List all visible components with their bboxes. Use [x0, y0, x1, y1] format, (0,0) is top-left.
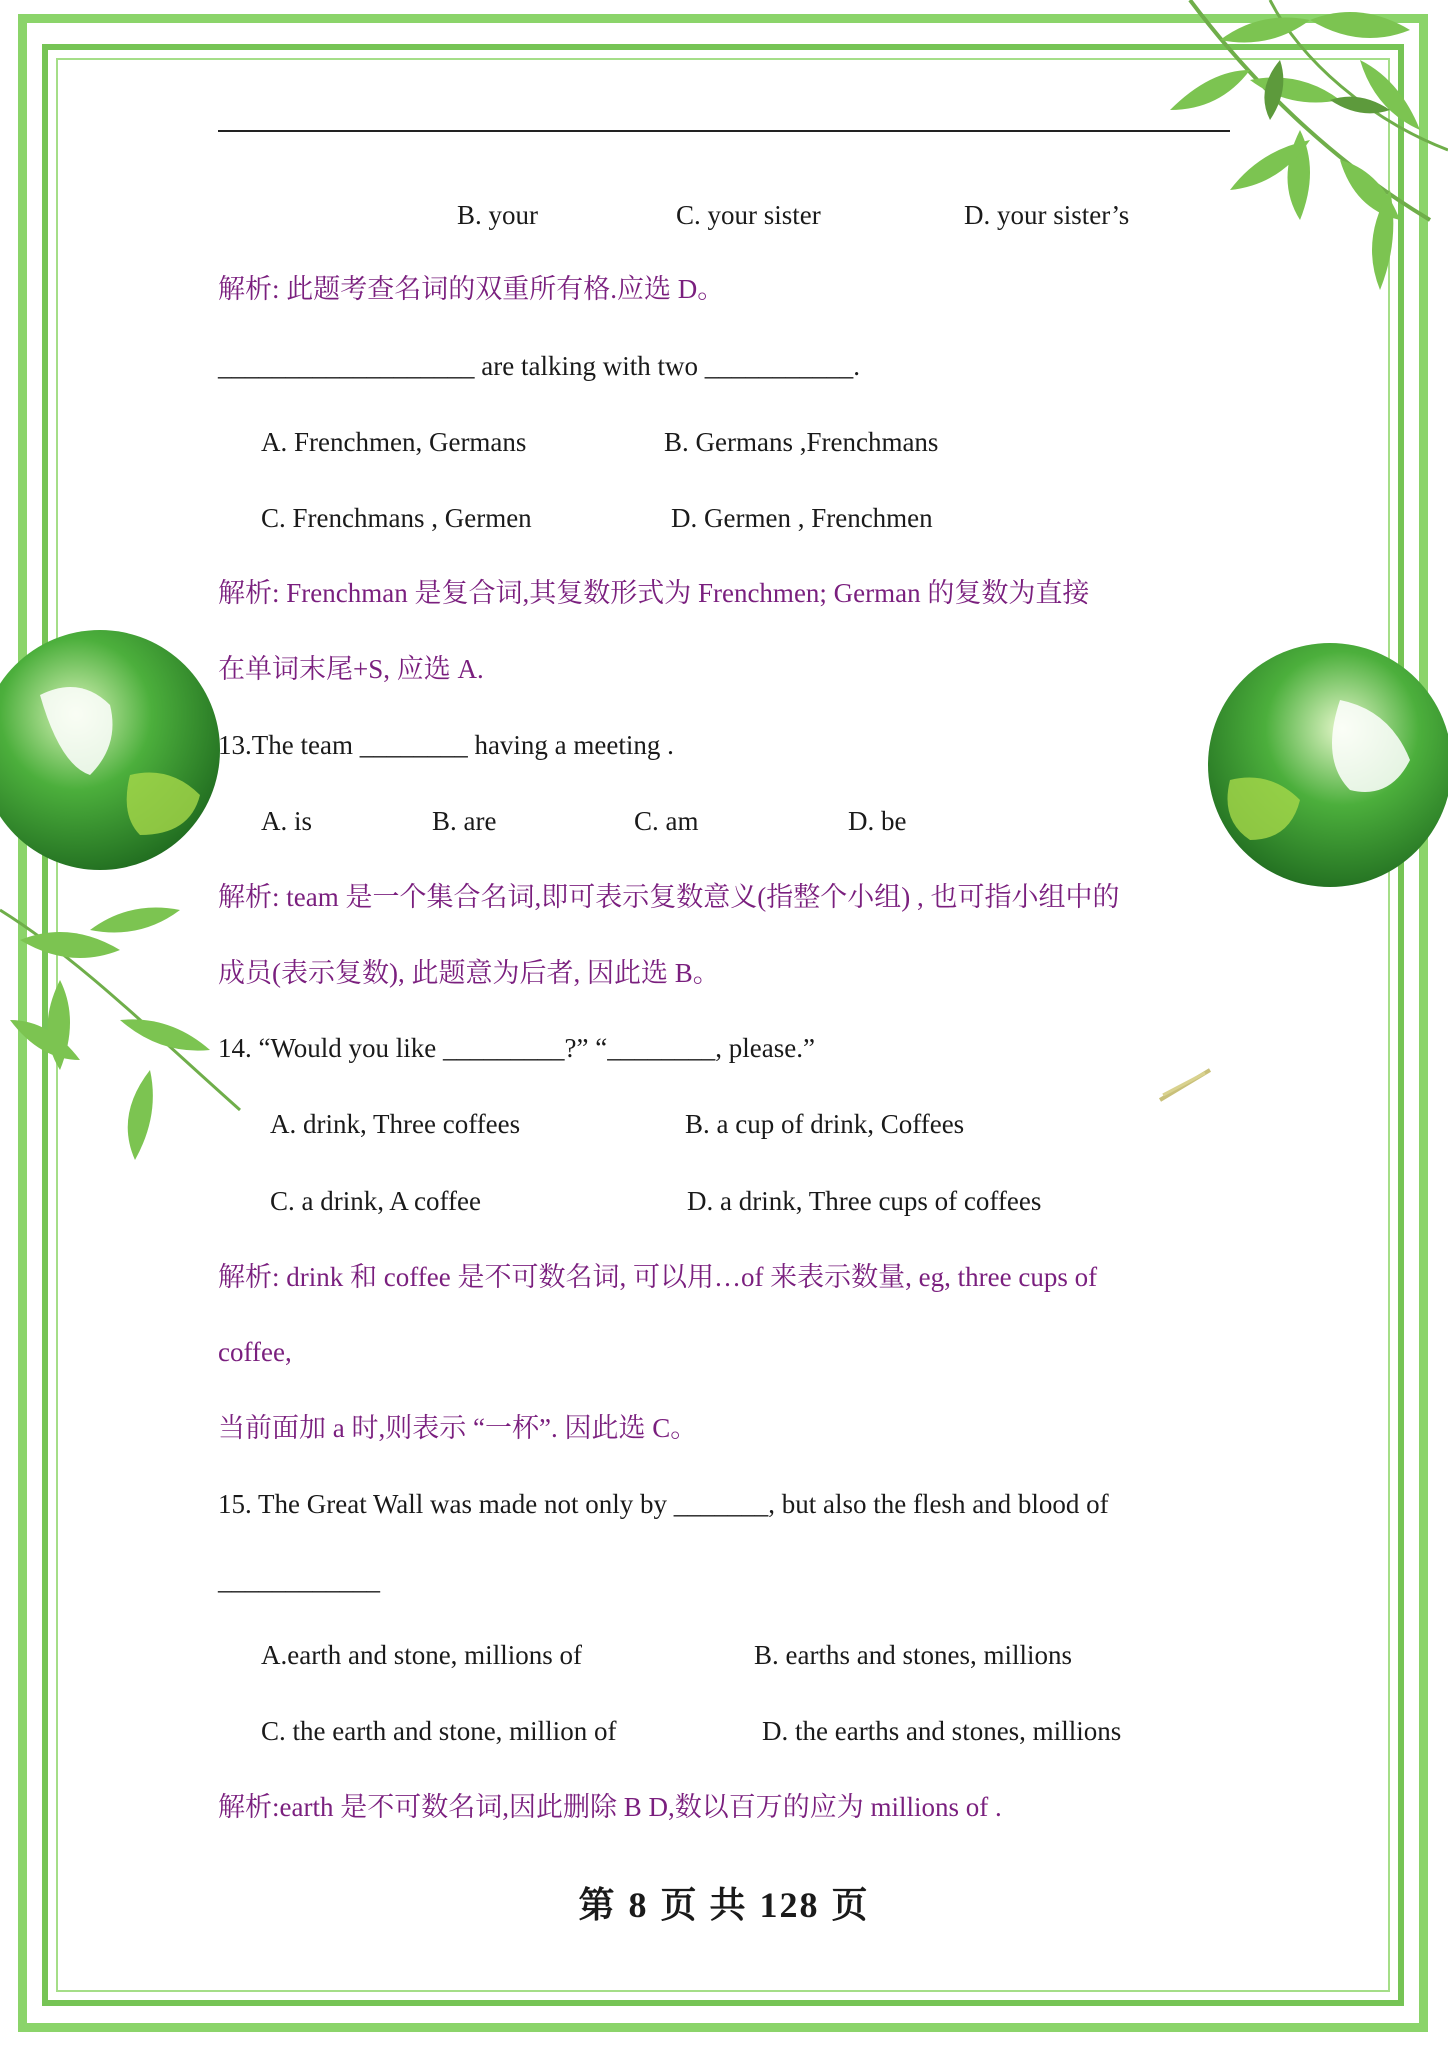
- analysis-text: 解析: 此题考查名词的双重所有格.应选 D。: [218, 274, 725, 304]
- option-c: C. your sister: [676, 200, 821, 230]
- option-a: A. Frenchmen, Germans: [261, 427, 527, 457]
- option-d: D. the earths and stones, millions: [762, 1716, 1122, 1746]
- question-stem: 14. “Would you like _________?” “________, please.”: [218, 1033, 815, 1063]
- analysis-text-cont: coffee,: [218, 1337, 292, 1367]
- bamboo-leaves-left-icon: [0, 870, 260, 1170]
- question-stem: ___________________ are talking with two ___________.: [218, 351, 860, 381]
- analysis-text-cont: 在单词末尾+S, 应选 A.: [218, 654, 484, 684]
- option-d: D. be: [848, 806, 907, 836]
- globe-left-icon: [0, 625, 240, 875]
- option-a: A.earth and stone, millions of: [261, 1640, 582, 1670]
- option-a: A. is: [261, 806, 313, 836]
- option-d: D. a drink, Three cups of coffees: [687, 1186, 1042, 1216]
- option-c: C. Frenchmans , Germen: [261, 503, 532, 533]
- option-a: A. drink, Three coffees: [270, 1109, 521, 1139]
- bamboo-leaves-top-right-icon: [1130, 0, 1448, 360]
- analysis-text: 解析: Frenchman 是复合词,其复数形式为 Frenchmen; German 的复数为直接: [218, 578, 1090, 608]
- question-stem-cont: ____________: [218, 1565, 380, 1595]
- option-d: D. Germen , Frenchmen: [671, 503, 933, 533]
- analysis-text-cont-2: 当前面加 a 时,则表示 “一杯”. 因此选 C。: [218, 1413, 698, 1443]
- page-total: 128: [759, 1885, 820, 1925]
- option-b: B. earths and stones, millions: [754, 1640, 1072, 1670]
- bamboo-stick-icon: [1155, 1065, 1215, 1105]
- option-c: C. the earth and stone, million of: [261, 1716, 617, 1746]
- page-footer: [0, 1877, 1448, 1928]
- option-b: B. your: [457, 200, 538, 230]
- footer-mid: 页 共: [660, 1885, 748, 1925]
- analysis-text: 解析: team 是一个集合名词,即可表示复数意义(指整个小组) , 也可指小组中的: [218, 882, 1120, 912]
- option-c: C. am: [634, 806, 699, 836]
- analysis-text: 解析: drink 和 coffee 是不可数名词, 可以用…of 来表示数量, eg, three cups of: [218, 1262, 1098, 1292]
- top-rule: [218, 130, 1230, 132]
- option-c: C. a drink, A coffee: [270, 1186, 481, 1216]
- analysis-text-cont: 成员(表示复数), 此题意为后者, 因此选 B。: [218, 958, 720, 988]
- page-number: 8: [628, 1885, 649, 1925]
- question-stem: 13.The team ________ having a meeting .: [218, 730, 674, 760]
- analysis-text: 解析:earth 是不可数名词,因此删除 B D,数以百万的应为 millions of .: [218, 1792, 1002, 1822]
- option-b: B. are: [432, 806, 497, 836]
- footer-prefix: 第: [578, 1885, 617, 1925]
- option-d: D. your sister’s: [964, 200, 1130, 230]
- globe-right-icon: [1190, 640, 1448, 890]
- option-b: B. Germans ,Frenchmans: [664, 427, 939, 457]
- question-stem: 15. The Great Wall was made not only by _______, but also the flesh and blood of: [218, 1489, 1109, 1519]
- option-b: B. a cup of drink, Coffees: [685, 1109, 965, 1139]
- footer-suffix: 页: [831, 1885, 870, 1925]
